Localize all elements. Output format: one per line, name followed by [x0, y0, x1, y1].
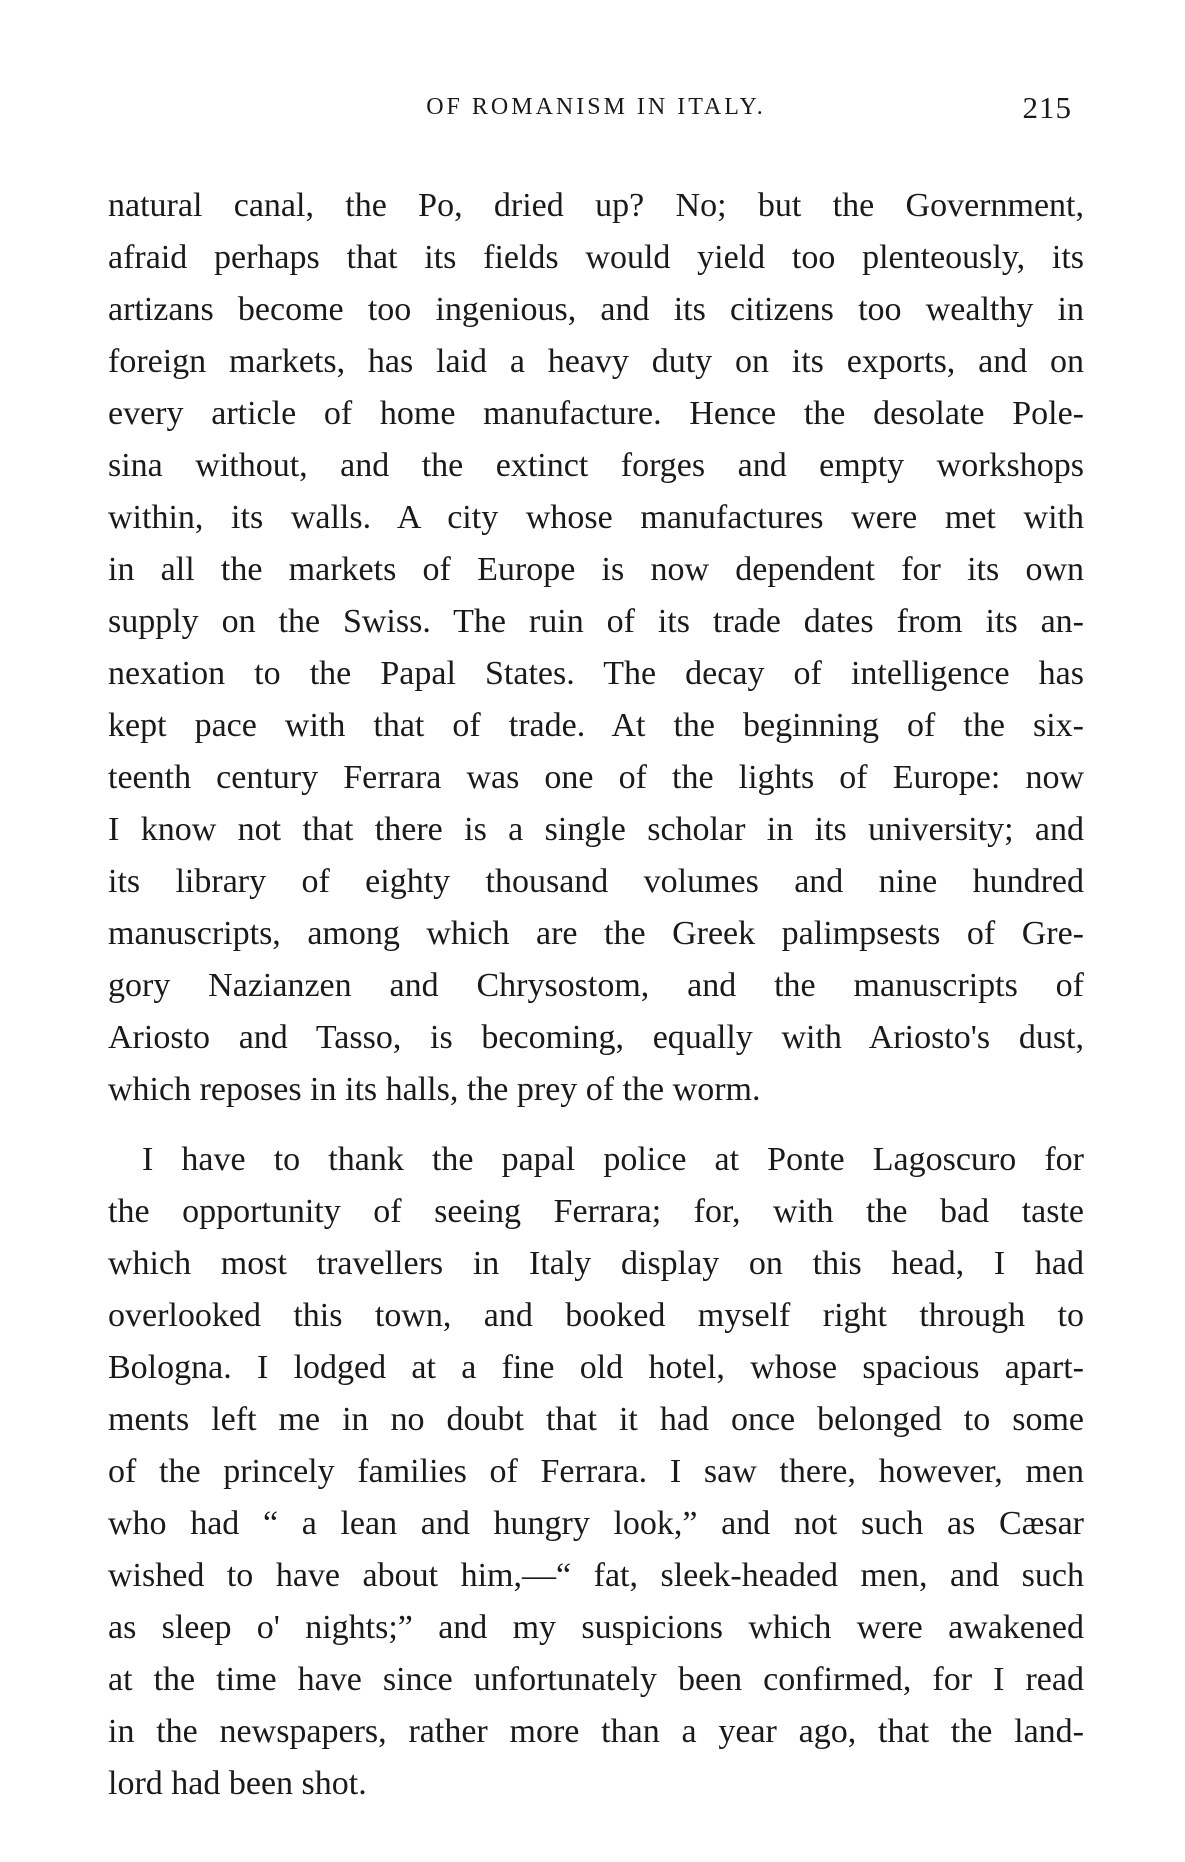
text-line: which reposes in its halls, the prey of the worm.	[108, 1071, 761, 1108]
paragraph-2	[108, 1134, 1084, 1810]
text-line: I know not that there is a single scholar in its university; and	[108, 811, 1084, 848]
text-line: foreign markets, has laid a heavy duty on its exports, and on	[108, 343, 1084, 380]
text-line: which most travellers in Italy display on this head, I had	[108, 1245, 1084, 1282]
text-line: gory Nazianzen and Chrysostom, and the manuscripts of	[108, 967, 1084, 1004]
text-line: Ariosto and Tasso, is becoming, equally with Ariosto's dust,	[108, 1019, 1084, 1056]
running-head	[108, 90, 1084, 134]
text-line: of the princely families of Ferrara. I saw there, however, men	[108, 1453, 1084, 1490]
text-line: I have to thank the papal police at Ponte Lagoscuro for	[142, 1141, 1084, 1178]
text-line: kept pace with that of trade. At the beginning of the six-	[108, 707, 1084, 744]
running-title: OF ROMANISM IN ITALY.	[426, 94, 766, 120]
text-line: the opportunity of seeing Ferrara; for, with the bad taste	[108, 1193, 1084, 1230]
text-line: nexation to the Papal States. The decay of intelligence has	[108, 655, 1084, 692]
text-line: in all the markets of Europe is now dependent for its own	[108, 551, 1084, 588]
text-line: in the newspapers, rather more than a year ago, that the land-	[108, 1713, 1084, 1750]
text-line: at the time have since unfortunately been confirmed, for I read	[108, 1661, 1084, 1698]
text-line: teenth century Ferrara was one of the lights of Europe: now	[108, 759, 1084, 796]
text-line: afraid perhaps that its fields would yield too plenteously, its	[108, 239, 1084, 276]
text-line: every article of home manufacture. Hence the desolate Pole-	[108, 395, 1084, 432]
text-line: wished to have about him,—“ fat, sleek-headed men, and such	[108, 1557, 1084, 1594]
text-line: its library of eighty thousand volumes and nine hundred	[108, 863, 1084, 900]
text-line: overlooked this town, and booked myself right through to	[108, 1297, 1084, 1334]
text-line: who had “ a lean and hungry look,” and not such as Cæsar	[108, 1505, 1084, 1542]
text-line: Bologna. I lodged at a fine old hotel, whose spacious apart-	[108, 1349, 1084, 1386]
text-line: natural canal, the Po, dried up? No; but the Government,	[108, 187, 1084, 224]
text-line: sina without, and the extinct forges and empty workshops	[108, 447, 1084, 484]
text-line: as sleep o' nights;” and my suspicions which were awakened	[108, 1609, 1084, 1646]
page-number: 215	[1022, 90, 1072, 125]
text-line: supply on the Swiss. The ruin of its trade dates from its an-	[108, 603, 1084, 640]
text-line: lord had been shot.	[108, 1765, 367, 1802]
body-text	[108, 180, 1084, 1810]
text-line: within, its walls. A city whose manufactures were met with	[108, 499, 1084, 536]
text-line: artizans become too ingenious, and its citizens too wealthy in	[108, 291, 1084, 328]
text-line: manuscripts, among which are the Greek palimpsests of Gre-	[108, 915, 1084, 952]
paragraph-1	[108, 180, 1084, 1116]
paragraph-gap	[108, 1116, 1084, 1134]
text-line: ments left me in no doubt that it had once belonged to some	[108, 1401, 1084, 1438]
